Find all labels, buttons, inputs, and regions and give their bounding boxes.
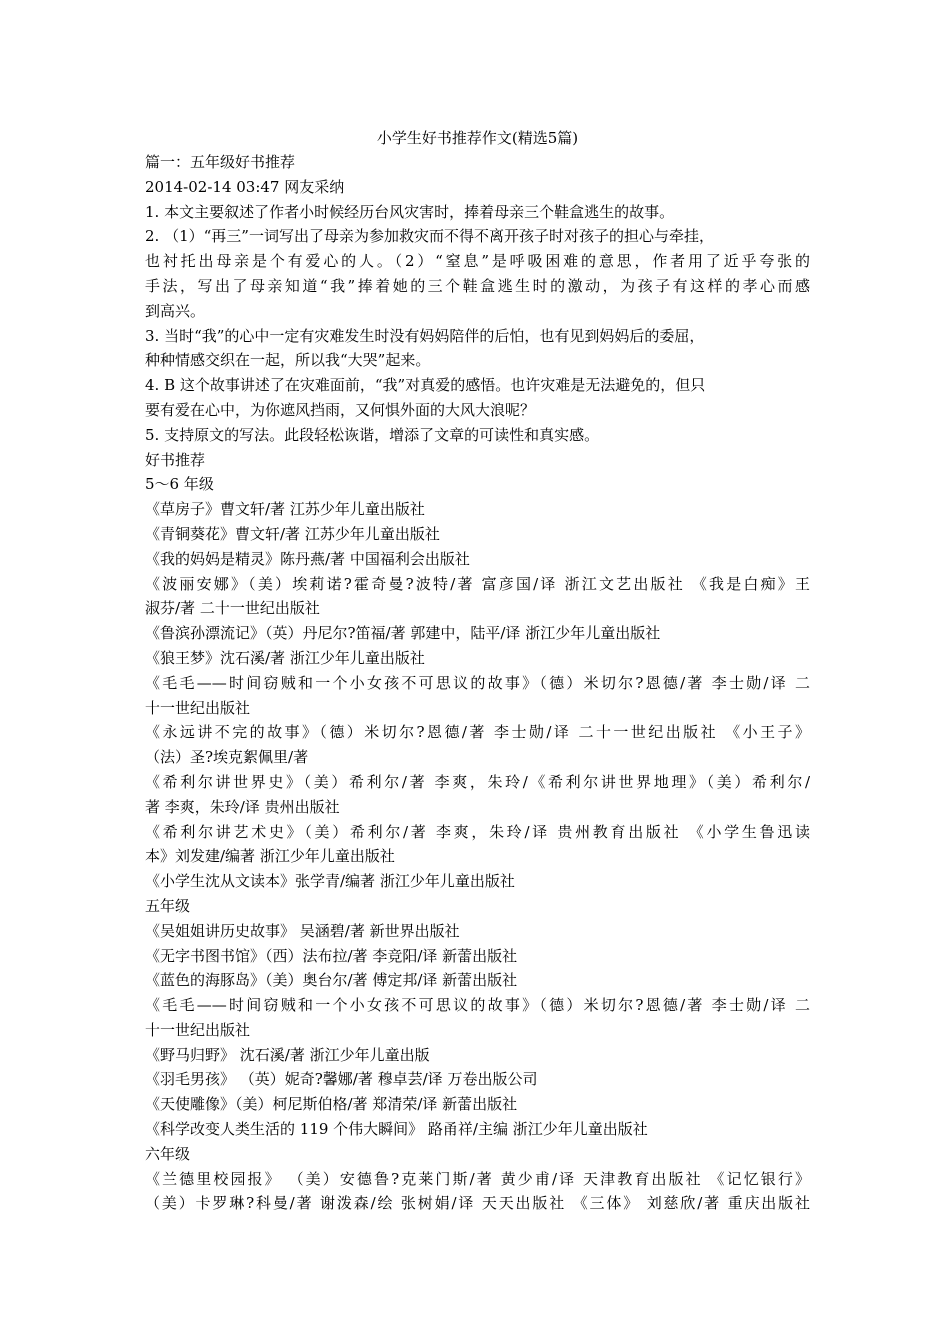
text-line: 《永远讲不完的故事》（德）米切尔?恩德/著 李士勋/译 二十一世纪出版社 《小王子》 <box>145 723 810 742</box>
text-line: （美）卡罗琳?科曼/著 谢泼森/绘 张树娟/译 天天出版社 《三体》 刘慈欣/著 重庆出版社 <box>145 1194 810 1213</box>
text-line: 五年级 <box>145 896 191 915</box>
text-line: 篇一：五年级好书推荐 <box>145 153 296 171</box>
text-line: 《兰德里校园报》 （美）安德鲁?克莱门斯/著 黄少甫/译 天津教育出版社 《记忆银行》 <box>145 1169 810 1188</box>
text-line: 5～6 年级 <box>145 475 214 494</box>
text-line: 种种情感交织在一起，所以我“大哭”起来。 <box>145 351 431 370</box>
text-line: 1. 本文主要叙述了作者小时候经历台风灾害时，捧着母亲三个鞋盒逃生的故事。 <box>145 202 675 221</box>
text-line: 六年级 <box>145 1144 191 1163</box>
text-line: 也衬托出母亲是个有爱心的人。（2）“窒息”是呼吸困难的意思，作者用了近乎夸张的 <box>145 252 810 271</box>
text-line: 《蓝色的海豚岛》（美）奥台尔/著 傅定邦/译 新蕾出版社 <box>145 971 518 990</box>
text-line: 好书推荐 <box>145 450 206 469</box>
text-line: 到高兴。 <box>145 301 206 320</box>
document-body <box>145 150 810 1216</box>
text-line: 《狼王梦》沈石溪/著 浙江少年儿童出版社 <box>145 648 425 667</box>
text-line: 《毛毛——时间窃贼和一个小女孩不可思议的故事》（德）米切尔?恩德/著 李士勋/译 二 <box>145 996 810 1015</box>
text-line: 《无字书图书馆》（西）法布拉/著 李竞阳/译 新蕾出版社 <box>145 946 518 965</box>
text-line: 4. B 这个故事讲述了在灾难面前，“我”对真爱的感悟。也许灾难是无法避免的，但只 <box>145 376 706 395</box>
text-line: 《小学生沈从文读本》张学青/编著 浙江少年儿童出版社 <box>145 872 515 891</box>
document-title: 小学生好书推荐作文(精选5篇) <box>376 129 579 147</box>
text-line: 《我的妈妈是精灵》陈丹燕/著 中国福利会出版社 <box>145 549 470 568</box>
text-line: 《希利尔讲世界史》（美）希利尔/著 李爽，朱玲/《希利尔讲世界地理》（美）希利尔/ <box>145 772 810 791</box>
text-line: 《鲁滨孙漂流记》（英）丹尼尔?笛福/著 郭建中，陆平/译 浙江少年儿童出版社 <box>145 624 661 643</box>
text-line: 《野马归野》 沈石溪/著 浙江少年儿童出版 <box>145 1045 430 1064</box>
text-line: 2. （1）“再三”一词写出了母亲为参加救灾而不得不离开孩子时对孩子的担心与牵挂， <box>145 227 714 246</box>
text-line: 《天使雕像》（美）柯尼斯伯格/著 郑清荣/译 新蕾出版社 <box>145 1095 518 1114</box>
text-line: 淑芬/著 二十一世纪出版社 <box>145 599 320 618</box>
text-line: （法）圣?埃克絮佩里/著 <box>145 748 309 767</box>
text-line: 手法，写出了母亲知道“我”捧着她的三个鞋盒逃生时的激动，为孩子有这样的孝心而感 <box>145 276 810 295</box>
text-line: 《吴姐姐讲历史故事》 吴涵碧/著 新世界出版社 <box>145 921 460 940</box>
document-page <box>145 126 810 1216</box>
text-line: 《波丽安娜》（美）埃莉诺?霍奇曼?波特/著 富彦国/译 浙江文艺出版社 《我是白痴》王 <box>145 574 810 593</box>
text-line: 《青铜葵花》曹文轩/著 江苏少年儿童出版社 <box>145 524 440 543</box>
text-line: 2014-02-14 03:47 网友采纳 <box>145 177 345 196</box>
text-line: 《希利尔讲艺术史》（美）希利尔/著 李爽，朱玲/译 贵州教育出版社 《小学生鲁迅读 <box>145 822 810 841</box>
text-line: 著 李爽，朱玲/译 贵州出版社 <box>145 797 340 816</box>
text-line: 要有爱在心中，为你遮风挡雨，又何惧外面的大风大浪呢？ <box>145 400 536 419</box>
text-line: 《草房子》曹文轩/著 江苏少年儿童出版社 <box>145 500 425 519</box>
text-line: 《羽毛男孩》 （英）妮奇?馨娜/著 穆卓芸/译 万卷出版公司 <box>145 1070 538 1089</box>
text-line: 十一世纪出版社 <box>145 1020 251 1039</box>
text-line: 《科学改变人类生活的 119 个伟大瞬间》 路甬祥/主编 浙江少年儿童出版社 <box>145 1120 648 1139</box>
text-line: 3. 当时“我”的心中一定有灾难发生时没有妈妈陪伴的后怕，也有见到妈妈后的委屈， <box>145 326 705 345</box>
text-line: 本》刘发建/编著 浙江少年儿童出版社 <box>145 847 395 866</box>
text-line: 5. 支持原文的写法。此段轻松诙谐，增添了文章的可读性和真实感。 <box>145 425 600 444</box>
text-line: 《毛毛——时间窃贼和一个小女孩不可思议的故事》（德）米切尔?恩德/著 李士勋/译 二 <box>145 673 810 692</box>
text-line: 十一世纪出版社 <box>145 698 251 717</box>
